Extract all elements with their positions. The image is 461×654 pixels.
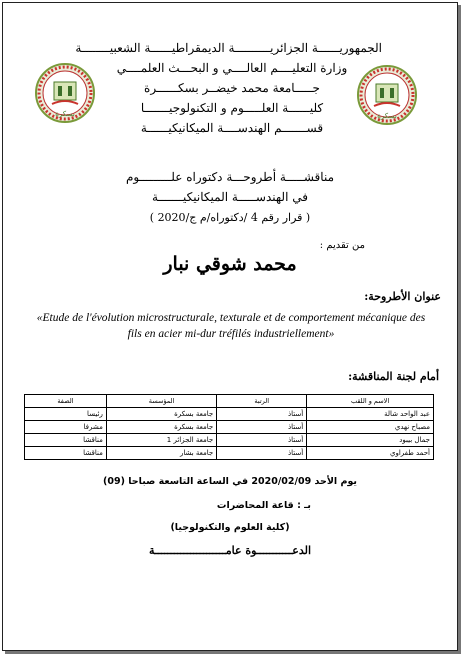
jury-institution: جامعة الجزائر 1 xyxy=(106,434,216,447)
jury-col-institution: المؤسسة xyxy=(106,395,216,408)
header-department: قســـــــم الهندســــة الميكانيكيــــــة xyxy=(140,121,324,135)
jury-name: عبد الواحد شالة xyxy=(307,408,434,421)
schedule-date: يوم الأحد 2020/02/09 في الساعة التاسعة صباحا (09) xyxy=(103,476,357,487)
jury-col-rank: الرتبة xyxy=(217,395,307,408)
jury-table xyxy=(24,394,434,460)
jury-col-role: الصفة xyxy=(25,395,107,408)
jury-institution: جامعة بسكرة xyxy=(106,421,216,434)
jury-role: مشرفا xyxy=(25,421,107,434)
table-row xyxy=(25,421,434,434)
jury-name: مصباح نهدي xyxy=(307,421,434,434)
header-faculty: كليــــــة العلـــــوم و التكنولوجيـــــــا xyxy=(140,101,324,115)
defense-decision: ( قرار رقم 4 /دكتوراه/م ج/2020 ) xyxy=(149,211,311,224)
jury-label: أمام لجنة المناقشة: xyxy=(348,370,439,383)
jury-header-row xyxy=(25,395,434,408)
logo-left-caption: بسكرة xyxy=(55,110,75,118)
presenter-label: من تقديم : xyxy=(319,240,365,251)
jury-rank: أستاذ xyxy=(217,421,307,434)
jury-institution: جامعة بشار xyxy=(106,447,216,460)
jury-name: جمال بيبود xyxy=(307,434,434,447)
schedule-place-prefix: بـ : xyxy=(297,500,311,511)
header-ministry: وزارة التعليــــم العالــــي و البحـــث العلمــــي xyxy=(116,61,348,75)
schedule-place-name: قاعة المحاضرات xyxy=(216,500,294,511)
header-republic: الجمهوريــــــة الجزائريــــــــــة الديمقراطيــــــة الشعبيــــــــة xyxy=(75,41,382,55)
jury-name: أحمد طفراوي xyxy=(307,447,434,460)
schedule-faculty: (كلية العلوم والتكنولوجيا) xyxy=(170,522,290,533)
jury-institution: جامعة بسكرة xyxy=(106,408,216,421)
public-invitation: الدعـــــــــــوة عامــــــــــــــــــــــة xyxy=(148,544,312,557)
jury-role: رئيسا xyxy=(25,408,107,421)
jury-rank: أستاذ xyxy=(217,447,307,460)
jury-role: مناقشا xyxy=(25,434,107,447)
defense-title: مناقشـــــة أطروحـــة دكتوراه علـــــــــوم xyxy=(126,170,334,184)
thesis-title: «Etude de l'évolution microstructurale, texturale et de comportement mécanique des fils en acier mi-dur tréfilés industriellement» xyxy=(36,312,426,340)
jury-role: مناقشا xyxy=(25,447,107,460)
table-row xyxy=(25,447,434,460)
jury-rank: أستاذ xyxy=(217,434,307,447)
table-row xyxy=(25,434,434,447)
logo-right-caption: بسكرة xyxy=(377,112,397,120)
thesis-label: عنوان الأطروحة: xyxy=(364,290,441,303)
schedule-place xyxy=(217,500,311,511)
jury-rank: أستاذ xyxy=(217,408,307,421)
table-row xyxy=(25,408,434,421)
jury-col-name: الاسم و اللقب xyxy=(307,395,434,408)
presenter-name: محمد شوقي نبار xyxy=(163,253,297,275)
header-university: جـــــامعة محمد خيضــر بسكــــــرة xyxy=(144,81,320,95)
defense-field: في الهندســـــة الميكانيكيـــــــة xyxy=(152,190,308,204)
